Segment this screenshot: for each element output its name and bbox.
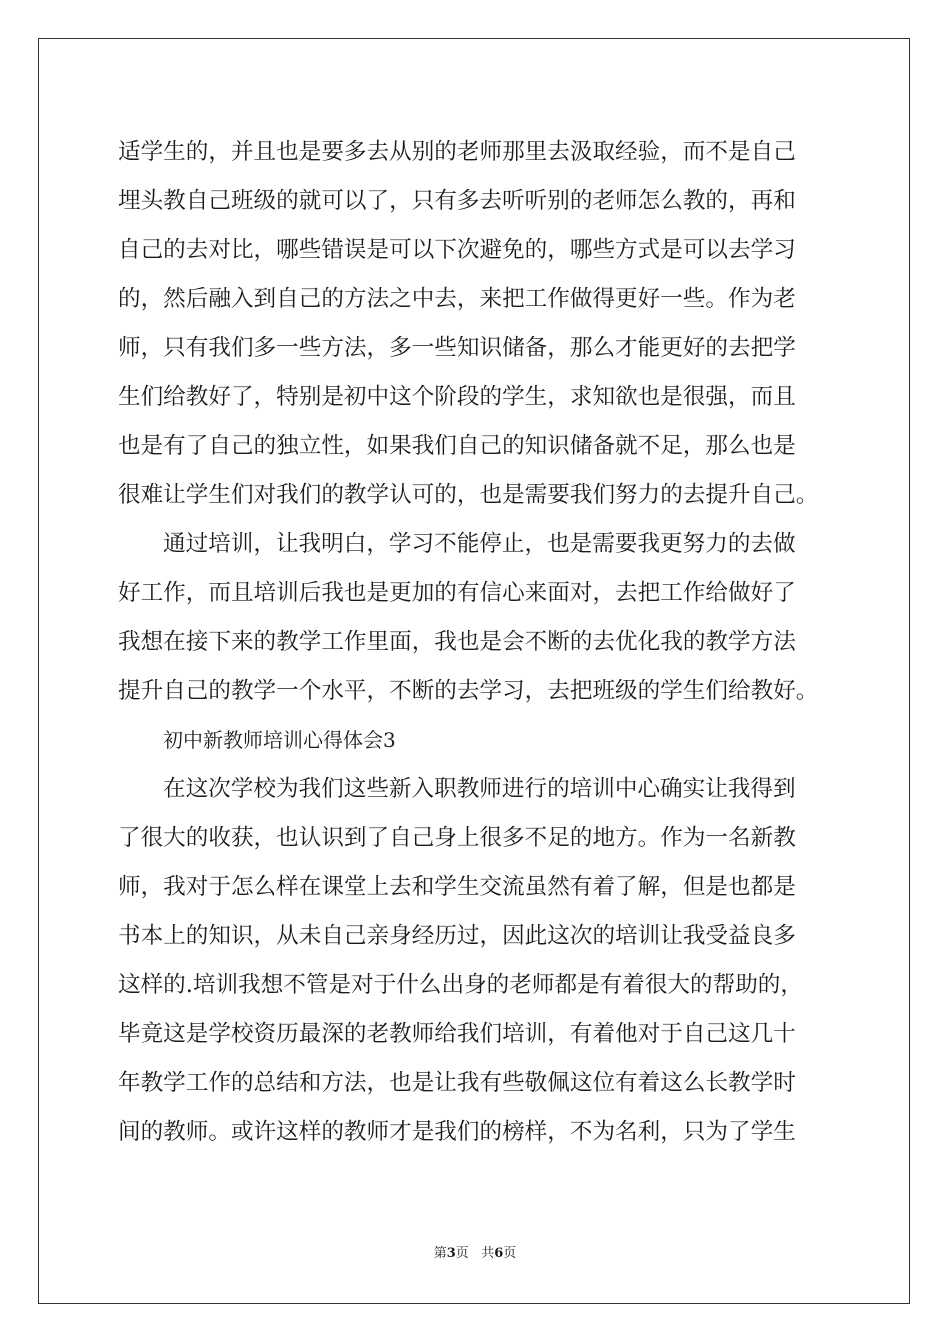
text-line: 好工作，而且培训后我也是更加的有信心来面对，去把工作给做好了	[118, 580, 796, 606]
text-line: 埋头教自己班级的就可以了，只有多去听听别的老师怎么教的，再和	[118, 188, 796, 214]
footer-page-prefix: 第	[433, 1246, 447, 1261]
text-line: 适学生的，并且也是要多去从别的老师那里去汲取经验，而不是自己	[118, 139, 796, 165]
text-line: 师，我对于怎么样在课堂上去和学生交流虽然有着了解，但是也都是	[118, 874, 796, 900]
text-line: 师，只有我们多一些方法，多一些知识储备，那么才能更好的去把学	[118, 335, 796, 361]
text-line: 的，然后融入到自己的方法之中去，来把工作做得更好一些。作为老	[118, 286, 796, 312]
text-line: 也是有了自己的独立性，如果我们自己的知识储备就不足，那么也是	[118, 433, 796, 459]
footer-total-prefix: 共	[481, 1246, 495, 1261]
footer-page-number: 3	[446, 1246, 456, 1261]
text-line: 年教学工作的总结和方法，也是让我有些敬佩这位有着这么长教学时	[118, 1070, 796, 1096]
text-line: 自己的去对比，哪些错误是可以下次避免的，哪些方式是可以去学习	[118, 237, 796, 263]
document-body	[118, 128, 838, 1157]
text-line: 了很大的收获，也认识到了自己身上很多不足的地方。作为一名新教	[118, 825, 796, 851]
text-line: 我想在接下来的教学工作里面，我也是会不断的去优化我的教学方法	[118, 629, 796, 655]
page-footer	[0, 1246, 950, 1262]
text-line: 这样的.培训我想不管是对于什么出身的老师都是有着很大的帮助的，	[118, 972, 803, 998]
text-line: 书本上的知识，从未自己亲身经历过，因此这次的培训让我受益良多	[118, 923, 796, 949]
text-line: 毕竟这是学校资历最深的老教师给我们培训，有着他对于自己这几十	[118, 1021, 796, 1047]
text-line: 通过培训，让我明白，学习不能停止，也是需要我更努力的去做	[163, 531, 796, 557]
text-line: 在这次学校为我们这些新入职教师进行的培训中心确实让我得到	[163, 776, 796, 802]
footer-page-suffix: 页	[455, 1246, 469, 1261]
text-line: 生们给教好了，特别是初中这个阶段的学生，求知欲也是很强，而且	[118, 384, 796, 410]
text-line: 很难让学生们对我们的教学认可的，也是需要我们努力的去提升自己。	[118, 482, 819, 508]
footer-total-suffix: 页	[503, 1246, 517, 1261]
text-line: 间的教师。或许这样的教师才是我们的榜样，不为名利，只为了学生	[118, 1119, 796, 1145]
footer-total-pages: 6	[494, 1246, 504, 1261]
section-heading: 初中新教师培训心得体会3	[163, 728, 396, 752]
text-line: 提升自己的教学一个水平，不断的去学习，去把班级的学生们给教好。	[118, 678, 819, 704]
